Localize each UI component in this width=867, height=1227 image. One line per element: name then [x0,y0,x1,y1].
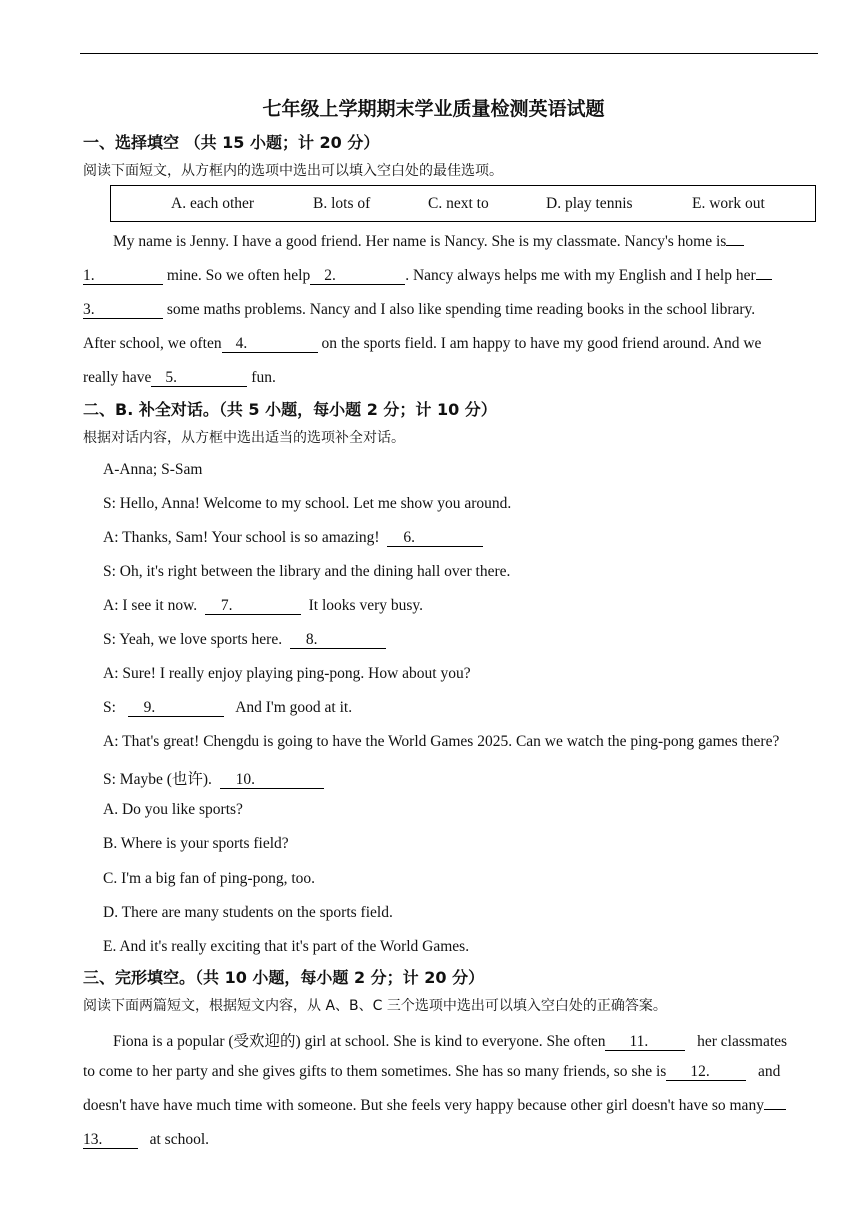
choice-d: D. There are many students on the sports field. [103,904,393,921]
blank-7[interactable]: 7. [205,597,301,615]
dialogue-text: It looks very busy. [308,597,424,614]
choice-e: E. And it's really exciting that it's part of the World Games. [103,938,470,955]
section1-heading: 一、选择填空 （共 15 小题；计 20 分） [83,133,380,152]
dialogue-text: S: Maybe (也许). [103,771,212,788]
dialogue-line [103,631,386,649]
passage1-line5 [83,369,276,387]
blank-8[interactable]: 8. [290,631,386,649]
blank-6[interactable]: 6. [387,529,483,547]
option-e: E. work out [692,195,765,212]
passage-text: Fiona is a popular (受欢迎的) girl at school. She is kind to everyone. She often [113,1033,606,1050]
dialogue-line: S: Oh, it's right between the library and the dining hall over there. [103,563,511,580]
passage-text: her classmates [697,1033,788,1050]
speakers-line: A-Anna; S-Sam [103,461,203,478]
passage2-line4 [83,1131,209,1149]
passage-text: some maths problems. Nancy and I also like spending time reading books in the school library. [166,301,756,318]
passage-text: really have [83,369,152,386]
passage-text: . Nancy always helps me with my English and I help her [405,267,756,284]
passage2-line1 [113,1029,787,1051]
section3-heading: 三、完形填空。（共 10 小题，每小题 2 分；计 20 分） [83,968,485,987]
choice-a: A. Do you like sports? [103,801,243,818]
passage-text: mine. So we often help [166,267,311,284]
blank-11[interactable]: 11. [605,1033,685,1051]
dialogue-text: And I'm good at it. [235,699,353,716]
passage-text: and [757,1063,781,1080]
passage-text: fun. [251,369,276,386]
blank-3[interactable]: 3. [83,301,163,319]
option-a: A. each other [171,195,255,212]
passage-text: to come to her party and she gives gifts to them sometimes. She has so many friends, so she is [83,1063,667,1080]
passage-text: My name is Jenny. I have a good friend. Her name is Nancy. She is my classmate. Nancy's home is [113,233,727,250]
passage-text: After school, we often [83,335,222,352]
section1-instruction: 阅读下面短文，从方框内的选项中选出可以填入空白处的最佳选项。 [83,163,503,179]
dialogue-line [103,767,324,789]
dialogue-line: S: Hello, Anna! Welcome to my school. Let me show you around. [103,495,512,512]
passage1-line3 [83,301,755,319]
header-rule [80,53,818,54]
option-d: D. play tennis [546,195,633,212]
blank-1[interactable]: 1. [83,267,163,285]
dialogue-line: A: Sure! I really enjoy playing ping-pong. How about you? [103,665,471,682]
page-title: 七年级上学期期末学业质量检测英语试题 [262,98,605,120]
blank-2[interactable]: 2. [310,267,405,285]
passage-text: at school. [149,1131,210,1148]
blank-9[interactable]: 9. [128,699,224,717]
dialogue-line [103,699,352,717]
dialogue-line: A: That's great! Chengdu is going to have the World Games 2025. Can we watch the ping-pong games there? [103,733,780,750]
option-c: C. next to [428,195,489,212]
blank-5[interactable]: 5. [151,369,247,387]
passage2-line3 [83,1097,786,1115]
dialogue-text: S: [103,699,116,716]
choice-b: B. Where is your sports field? [103,835,289,852]
dialogue-text: A: I see it now. [103,597,198,614]
blank-12[interactable]: 12. [666,1063,746,1081]
dialogue-text: S: Yeah, we love sports here. [103,631,283,648]
blank-4[interactable]: 4. [222,335,318,353]
options-box [110,185,816,222]
section2-heading: 二、B. 补全对话。（共 5 小题，每小题 2 分；计 10 分） [83,400,497,419]
section2-instruction: 根据对话内容，从方框中选出适当的选项补全对话。 [83,430,405,446]
passage1-line1 [113,233,744,251]
passage1-line4 [83,335,761,353]
dialogue-text: A: Thanks, Sam! Your school is so amazing! [103,529,380,546]
blank-trail [756,279,772,280]
blank-trail [726,245,744,246]
blank-10[interactable]: 10. [220,771,324,789]
passage-text: doesn't have have much time with someone. But she feels very happy because other girl doesn't have so many [83,1097,764,1114]
passage-text: on the sports field. I am happy to have my good friend around. And we [321,335,762,352]
section3-instruction: 阅读下面两篇短文，根据短文内容，从 A、B、C 三个选项中选出可以填入空白处的正确答案。 [83,998,667,1014]
option-b: B. lots of [313,195,371,212]
passage2-line2 [83,1063,780,1081]
blank-trail [764,1109,786,1110]
choice-c: C. I'm a big fan of ping-pong, too. [103,870,316,887]
dialogue-line [103,529,483,547]
dialogue-line [103,597,423,615]
passage1-line2 [83,267,772,285]
blank-13[interactable]: 13. [83,1131,138,1149]
